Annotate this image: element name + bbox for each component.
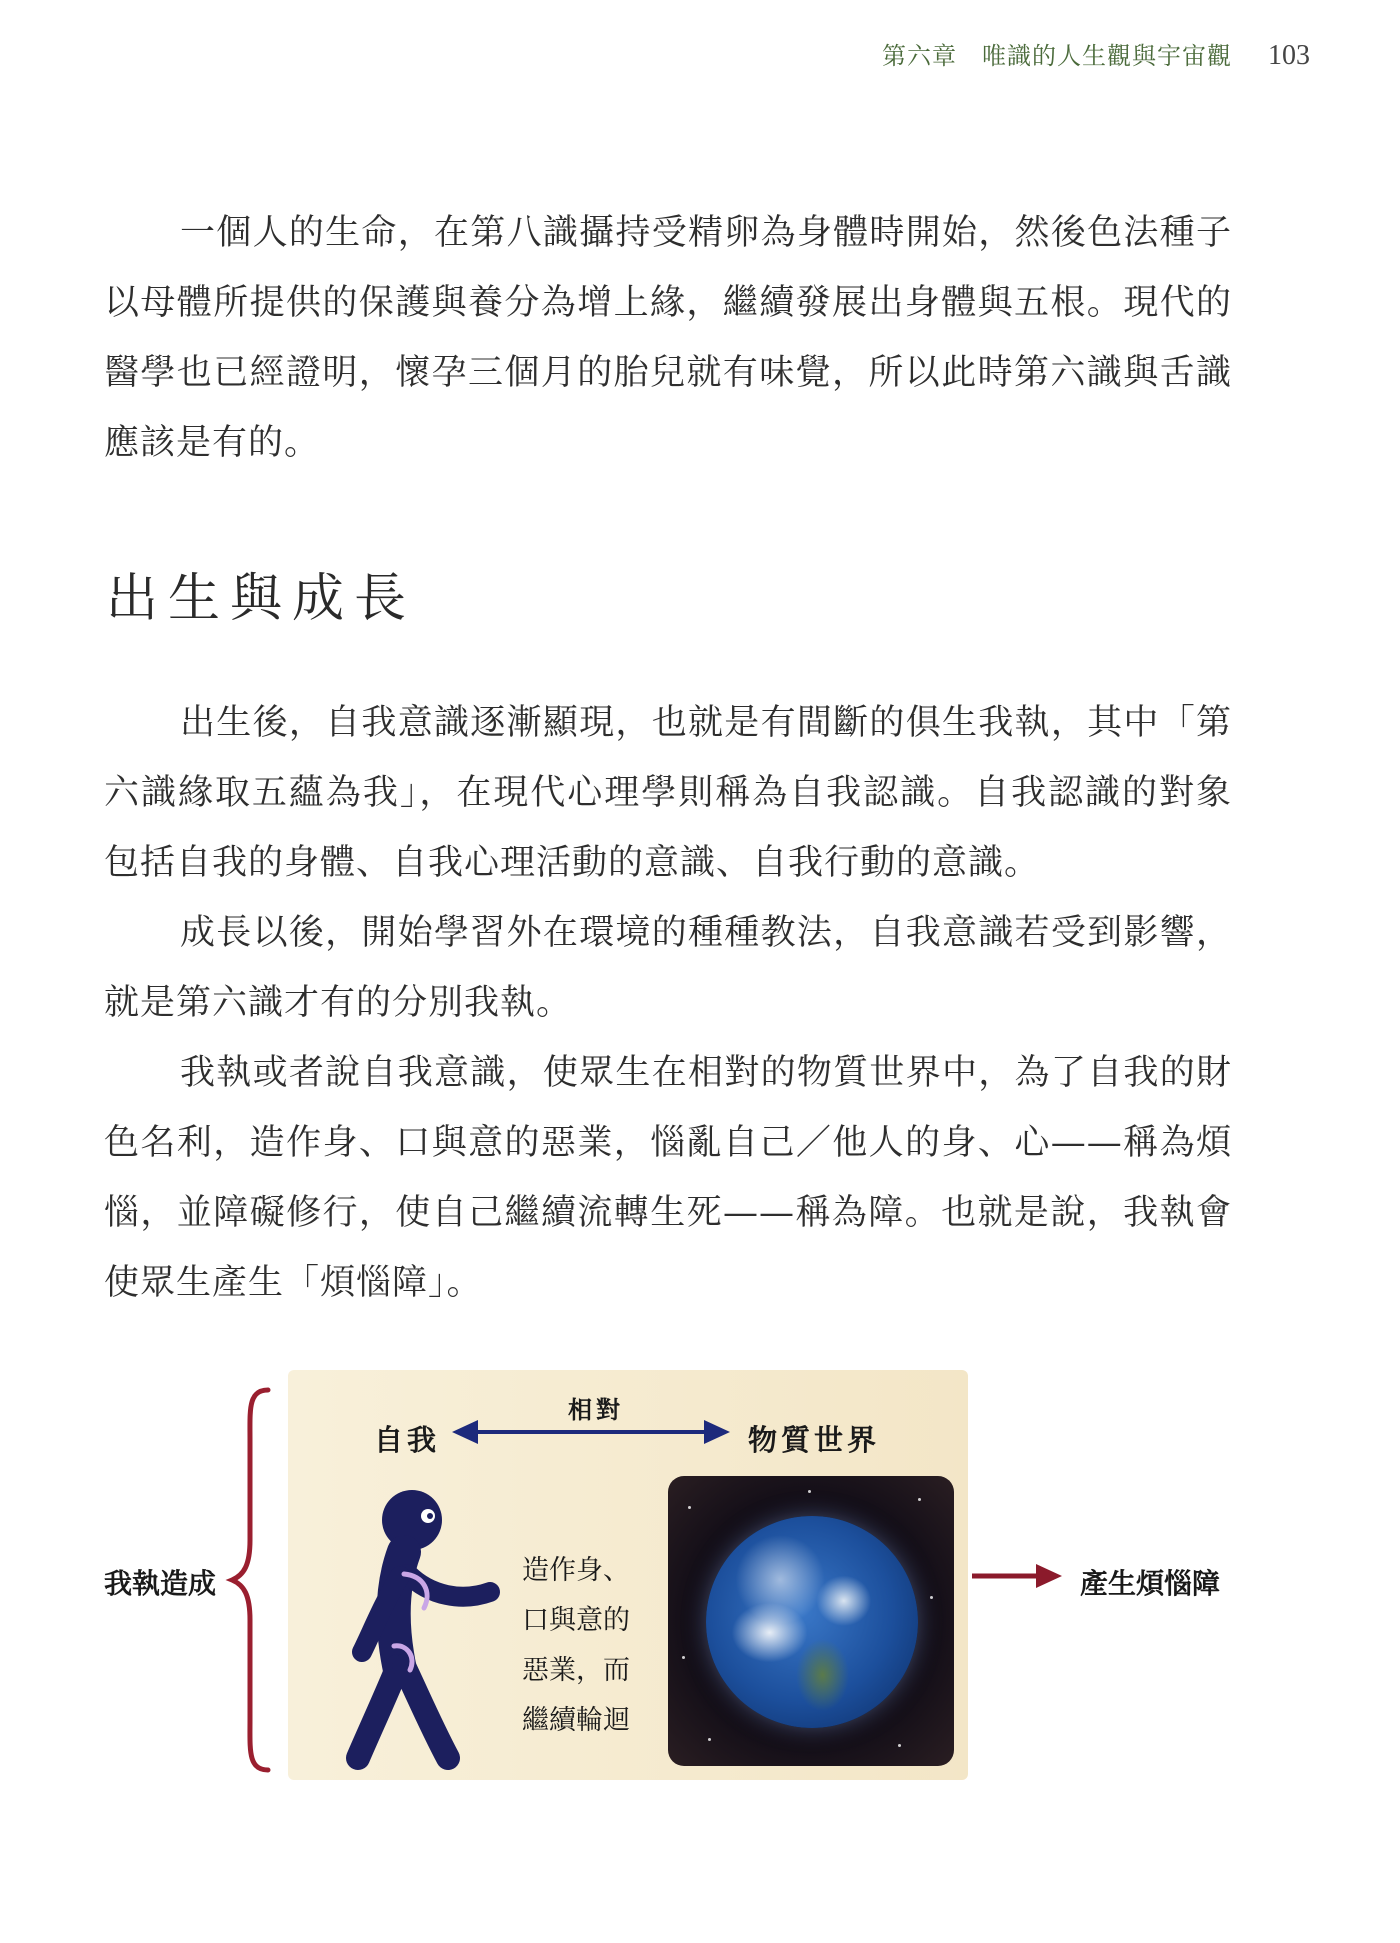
result-label: 產生煩惱障 [1080,1567,1221,1600]
space-background [668,1476,954,1766]
body-paragraph-1: 出生後，自我意識逐漸顯現，也就是有間斷的俱生我執，其中「第六識緣取五蘊為我」，在現代心理學則稱為自我認識。自我認識的對象包括自我的身體、自我心理活動的意識、自我行動的意識。 [104,703,1232,883]
action-line-4: 繼續輪迴 [522,1705,630,1736]
section-heading: 出生與成長 [106,569,417,629]
action-line-1: 造作身、 [522,1555,630,1586]
left-brace [232,1390,268,1770]
relative-arrow-right-head [704,1420,730,1444]
self-label: 自我 [374,1423,441,1457]
action-text [522,1546,630,1746]
body-paragraph-3: 我執或者說自我意識，使眾生在相對的物質世界中，為了自我的財色名利，造作身、口與意的惡業，惱亂自己／他人的身、心——稱為煩惱，並障礙修行，使自己繼續流轉生死——稱為障。也就是說，我執會使眾生產生「煩惱障」。 [104,1053,1232,1303]
relative-arrow-left-head [452,1420,478,1444]
star [930,1596,933,1599]
running-title: 第六章 唯識的人生觀與宇宙觀 [882,42,1232,70]
ego-attachment-diagram [0,1370,1400,1810]
star [682,1656,685,1659]
action-line-2: 口與意的 [522,1605,630,1636]
star [898,1744,901,1747]
running-header [882,36,1310,72]
result-arrow-head [1036,1564,1062,1588]
intro-paragraph: 一個人的生命，在第八識攝持受精卵為身體時開始，然後色法種子以母體所提供的保護與養分為增上緣，繼續發展出身體與五根。現代的醫學也已經證明，懷孕三個月的胎兒就有味覺，所以此時第六識與舌識應該是有的。 [104,213,1232,463]
star [808,1490,811,1493]
page-number: 103 [1268,40,1310,71]
cause-label: 我執造成 [104,1567,217,1600]
relative-label: 相對 [568,1396,624,1424]
star [918,1498,921,1501]
star [688,1506,691,1509]
earth-globe-icon [706,1516,918,1728]
walking-person-icon [358,1490,490,1758]
body-paragraph-2: 成長以後，開始學習外在環境的種種教法，自我意識若受到影響，就是第六識才有的分別我執。 [104,913,1232,1023]
material-world-label: 物質世界 [748,1423,881,1457]
star [708,1738,711,1741]
action-line-3: 惡業，而 [522,1655,630,1686]
